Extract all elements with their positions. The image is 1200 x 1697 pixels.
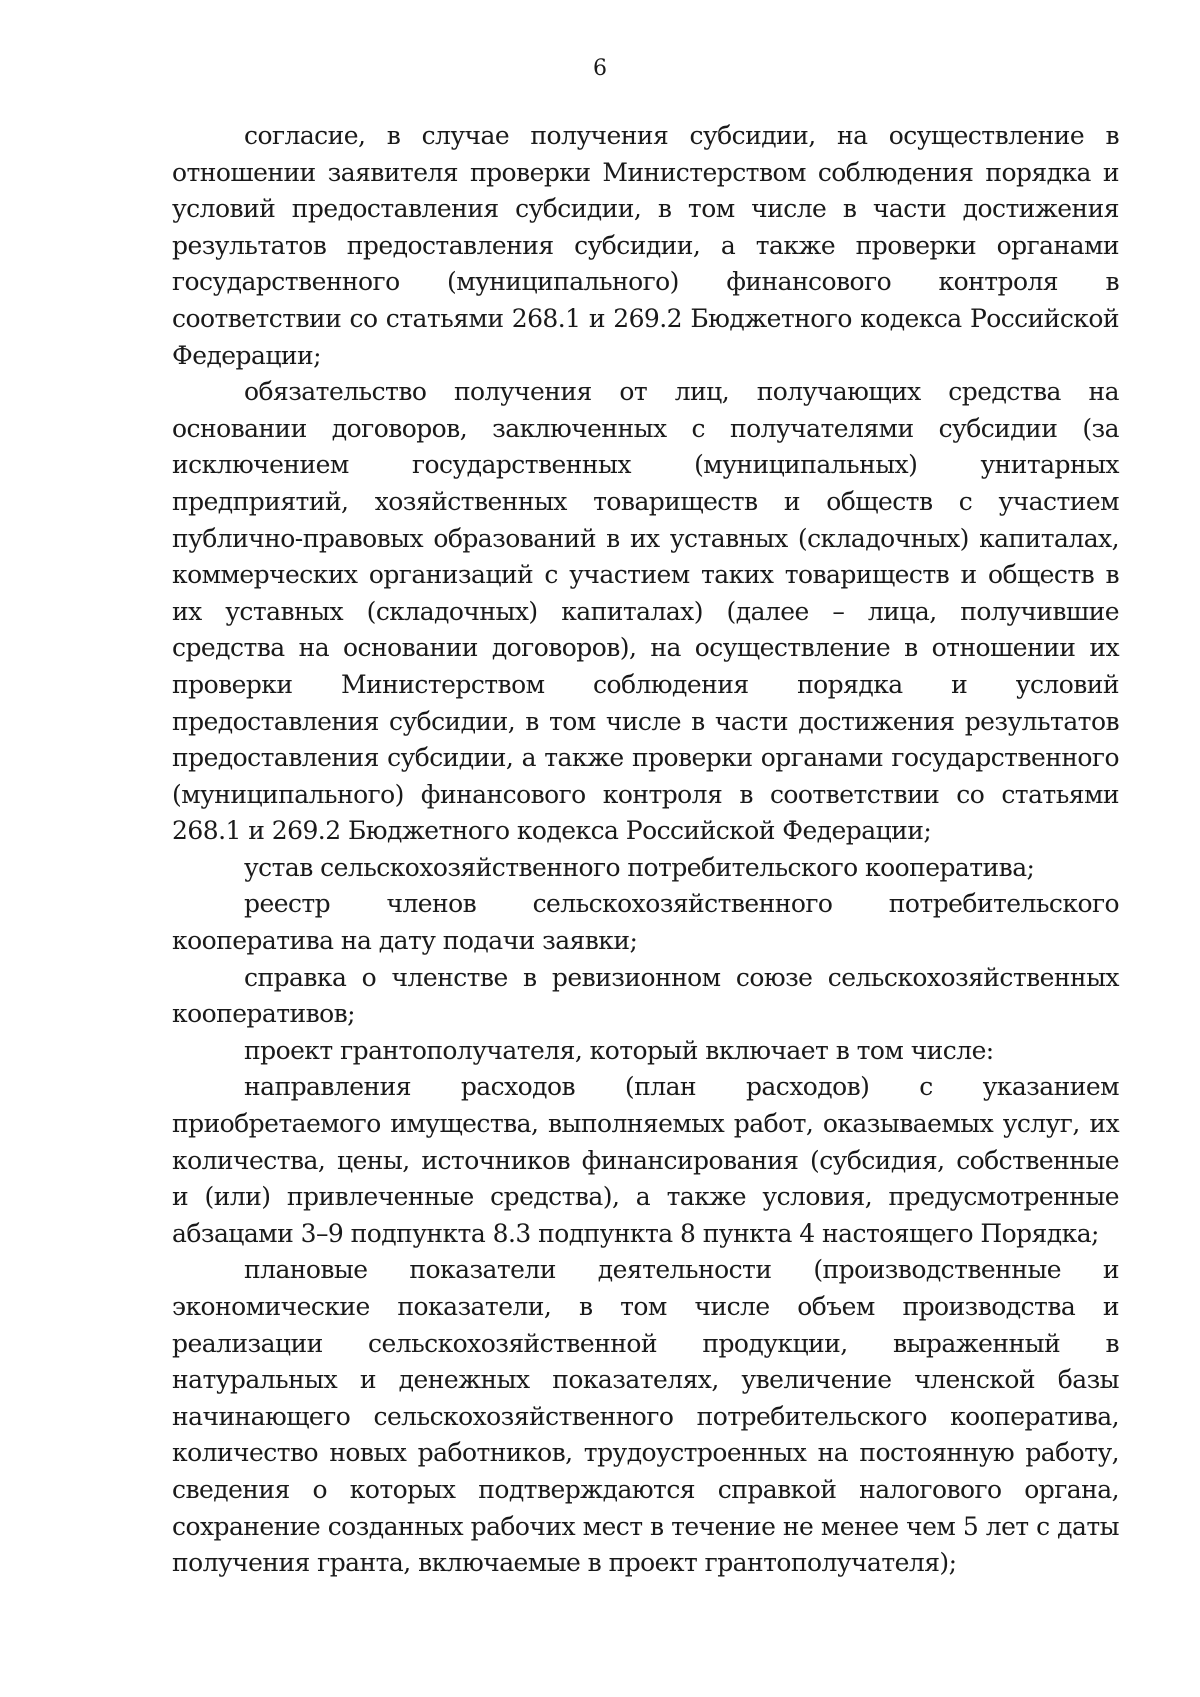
- paragraph-planned-indicators: плановые показатели деятельности (производственные и экономические показатели, в том числе объем производства и реализации сельскохозяйственной продукции, выраженный в натуральных и денежных показателях, увеличение членской базы начинающего сельскохозяйственного потребительского кооператива, количество новых работников, трудоустроенных на постоянную работу, сведения о которых подтверждаются справкой налогового органа, сохранение созданных рабочих мест в течение не менее чем 5 лет с даты получения гранта, включаемые в проект грантополучателя);: [172, 1255, 1119, 1578]
- paragraph-cooperative-charter: устав сельскохозяйственного потребительского кооператива;: [244, 852, 1035, 882]
- paragraph-audit-union-certificate: справка о членстве в ревизионном союзе сельскохозяйственных кооперативов;: [172, 962, 1119, 1029]
- paragraph-expense-plan: направления расходов (план расходов) с указанием приобретаемого имущества, выполняемых работ, оказываемых услуг, их количества, цены, источников финансирования (субсидия, собственные и (или) привлеченные средства), а также условия, предусмотренные абзацами 3–9 подпункта 8.3 подпункта 8 пункта 4 настоящего Порядка;: [172, 1072, 1119, 1248]
- paragraph-grantee-project: проект грантополучателя, который включает в том числе:: [244, 1035, 994, 1065]
- paragraph-members-registry: реестр членов сельскохозяйственного потребительского кооператива на дату подачи заявки;: [172, 889, 1119, 956]
- page-number: 6: [593, 56, 607, 81]
- paragraph-obligation-third-parties: обязательство получения от лиц, получающих средства на основании договоров, заключенных с получателями субсидии (за исключением государственных (муниципальных) унитарных предприятий, хозяйственных товариществ и обществ с участием публично-правовых образований в их уставных (складочных) капиталах, коммерческих организаций с участием таких товариществ и обществ в их уставных (складочных) капиталах) (далее – лица, получившие средства на основании договоров), на осуществление в отношении их проверки Министерством соблюдения порядка и условий предоставления субсидии, в том числе в части достижения результатов предоставления субсидии, а также проверки органами государственного (муниципального) финансового контроля в соответствии со статьями 268.1 и 269.2 Бюджетного кодекса Российской Федерации;: [172, 377, 1119, 846]
- paragraph-consent-inspection: согласие, в случае получения субсидии, на осуществление в отношении заявителя проверки Министерством соблюдения порядка и условий предоставления субсидии, в том числе в части достижения результатов предоставления субсидии, а также проверки органами государственного (муниципального) финансового контроля в соответствии со статьями 268.1 и 269.2 Бюджетного кодекса Российской Федерации;: [172, 121, 1119, 370]
- document-body: [172, 118, 1119, 1582]
